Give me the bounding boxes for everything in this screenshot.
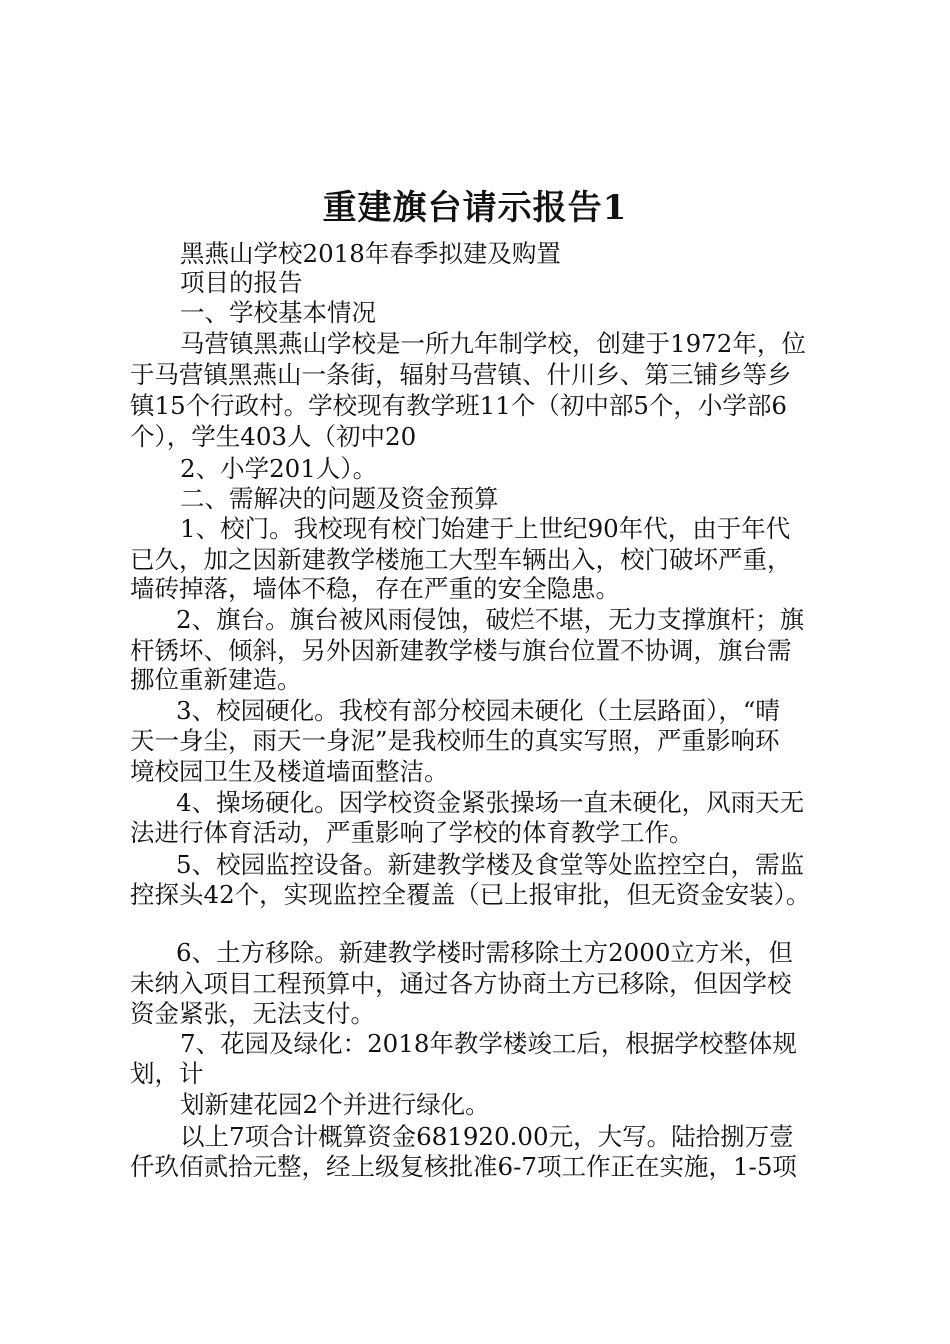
paragraph-line: 天一身尘，雨天一身泥”是我校师生的真实写照，严重影响环 [130,726,780,755]
paragraph-line: 资金紧张，无法支付。 [130,999,375,1028]
paragraph-line: 镇15个行政村。学校现有教学班11个（初中部5个，小学部6 [130,391,788,420]
paragraph-line: 已久，加之因新建教学楼施工大型车辆出入，校门破坏严重， [130,545,792,574]
section-heading: 一、学校基本情况 [180,298,376,327]
section-heading: 二、需解决的问题及资金预算 [180,484,499,513]
paragraph-line: 挪位重新建造。 [130,665,302,694]
paragraph-line: 3、校园硬化。我校有部分校园未硬化（土层路面），“晴 [176,696,780,725]
paragraph-line: 境校园卫生及楼道墙面整洁。 [130,757,449,786]
paragraph-line: 2、小学201人）。 [180,454,378,483]
paragraph-line: 划新建花园2个并进行绿化。 [180,1090,490,1119]
paragraph-line: 杆锈坏、倾斜，另外因新建教学楼与旗台位置不协调，旗台需 [130,636,792,665]
paragraph-line: 4、操场硬化。因学校资金紧张操场一直未硬化，风雨天无 [176,788,805,817]
paragraph-line: 以上7项合计概算资金681920.00元，大写。陆拾捌万壹 [180,1122,794,1151]
paragraph-line: 法进行体育活动，严重影响了学校的体育教学工作。 [130,818,694,847]
paragraph-line: 墙砖掉落，墙体不稳，存在严重的安全隐患。 [130,574,620,603]
paragraph-line: 5、校园监控设备。新建教学楼及食堂等处监控空白，需监 [176,850,805,879]
paragraph-line: 马营镇黑燕山学校是一所九年制学校，创建于1972年，位 [180,329,806,358]
paragraph-line: 2、旗台。旗台被风雨侵蚀，破烂不堪，无力支撑旗杆；旗 [176,605,805,634]
paragraph-line: 6、土方移除。新建教学楼时需移除土方2000立方米，但 [176,938,793,967]
paragraph-line: 7、花园及绿化：2018年教学楼竣工后，根据学校整体规 [180,1029,797,1058]
paragraph-line: 黑燕山学校2018年春季拟建及购置 [180,239,561,268]
paragraph-line: 未纳入项目工程预算中，通过各方协商土方已移除，但因学校 [130,969,792,998]
paragraph-line: 仟玖佰贰拾元整，经上级复核批准6-7项工作正在实施，1-5项 [130,1152,797,1181]
paragraph-line: 1、校门。我校现有校门始建于上世纪90年代，由于年代 [180,514,791,543]
paragraph-line: 划，计 [130,1059,204,1088]
paragraph-line: 个），学生403人（初中20 [130,422,417,451]
paragraph-line: 控探头42个，实现监控全覆盖（已上报审批，但无资金安装）。 [130,880,811,909]
paragraph-line: 项目的报告 [180,268,303,297]
paragraph-line: 于马营镇黑燕山一条街，辐射马营镇、什川乡、第三铺乡等乡 [130,360,792,389]
document-title: 重建旗台请示报告1 [322,188,628,228]
